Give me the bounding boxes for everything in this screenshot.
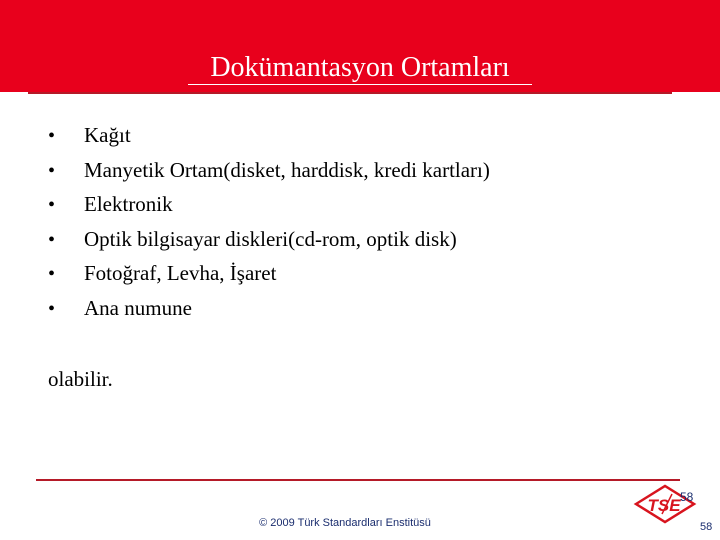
bullet-icon: • [48, 228, 56, 251]
list-item [48, 118, 490, 153]
copyright-text: © 2009 Türk Standardları Enstitüsü [259, 517, 431, 529]
title-banner [0, 0, 720, 92]
bullet-icon: • [48, 194, 56, 216]
list-item [48, 187, 490, 222]
page-number: 58 [700, 521, 713, 533]
closing-text: olabilir. [48, 367, 113, 391]
bullet-icon: • [48, 263, 56, 285]
list-item-text: Kağıt [84, 123, 131, 147]
list-item-text: Elektronik [84, 192, 173, 216]
list-item [48, 256, 490, 291]
bullet-list [48, 118, 490, 325]
bullet-icon: • [48, 297, 56, 320]
bottom-divider [36, 479, 680, 481]
list-item [48, 153, 490, 188]
list-item-text: Optik bilgisayar diskleri(cd-rom, optik disk) [84, 226, 457, 251]
list-item-text: Fotoğraf, Levha, İşaret [84, 261, 277, 285]
list-item-text: Ana numune [84, 295, 192, 320]
top-divider [28, 92, 672, 94]
slide-title: Dokümantasyon Ortamları [210, 52, 510, 83]
title-underline [188, 84, 532, 85]
list-item [48, 291, 490, 326]
bullet-icon: • [48, 125, 56, 147]
bullet-icon: • [48, 159, 56, 182]
logo-page-number: 58 [680, 490, 694, 504]
svg-text:TSE: TSE [647, 496, 681, 515]
list-item [48, 222, 490, 257]
list-item-text: Manyetik Ortam(disket, harddisk, kredi kartları) [84, 157, 490, 182]
